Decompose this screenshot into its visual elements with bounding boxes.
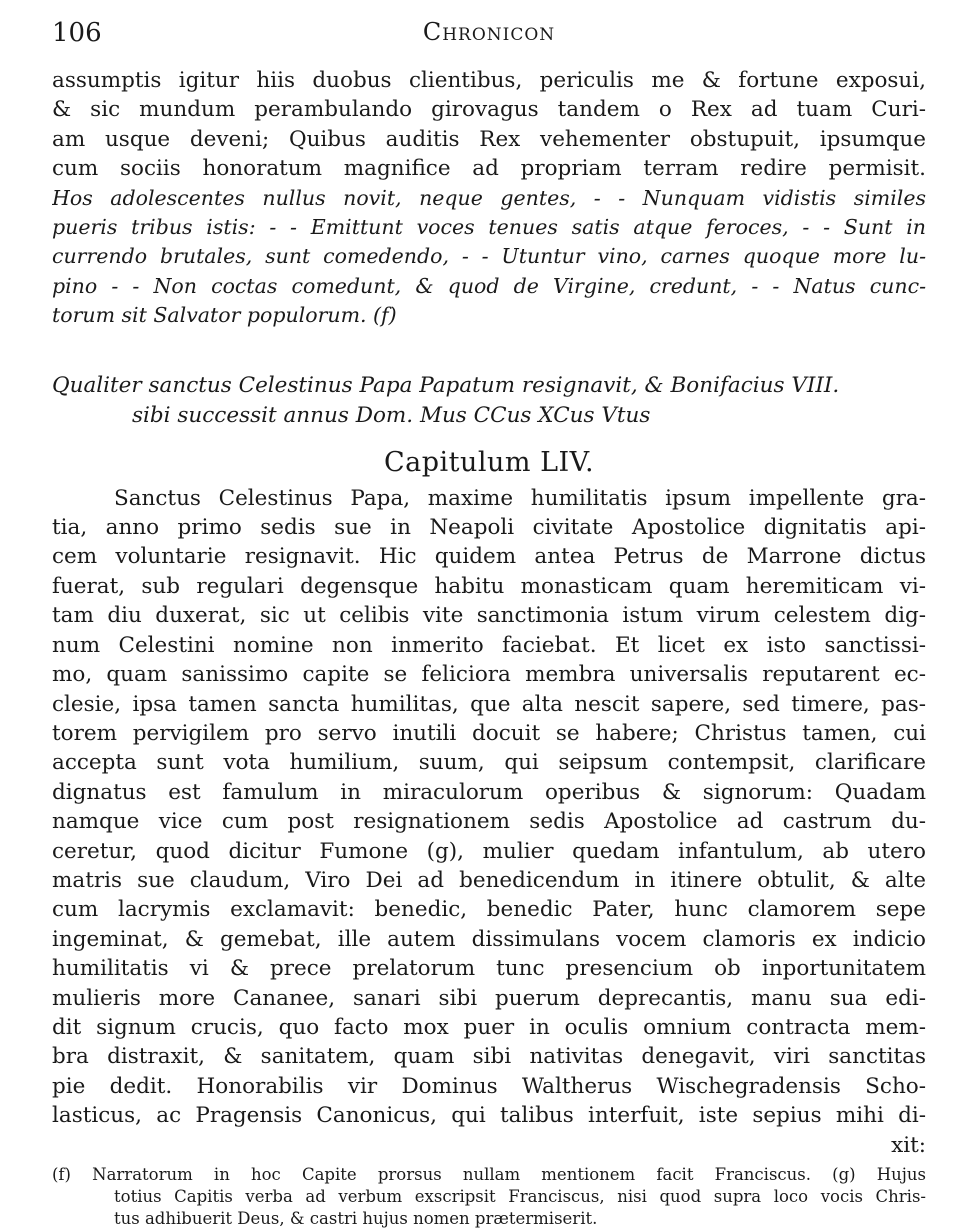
body-line: xit: xyxy=(891,1132,926,1158)
body-line: pie dedit. Honorabilis vir Dominus Waltherus Wischegradensis Scho- xyxy=(52,1073,926,1099)
opening-paragraph xyxy=(52,66,926,184)
page-number: 106 xyxy=(52,18,102,48)
running-head: Chronicon xyxy=(422,18,556,46)
body-line: namque vice cum post resignationem sedis Apostolice ad castrum du- xyxy=(52,809,926,835)
chapter-heading xyxy=(52,371,926,431)
body-line: accepta sunt vota humilium, suum, qui seipsum contempsit, clarificare xyxy=(52,750,926,776)
text-line: cum sociis honoratum magnifice ad propriam terram redire permisit. xyxy=(52,156,926,182)
body-line: matris sue claudum, Viro Dei ad benedicendum in itinere obtulit, & alte xyxy=(52,867,926,893)
verse-passage xyxy=(52,184,926,331)
text-line: assumptis igitur hiis duobus clientibus, periculis me & fortune exposui, xyxy=(52,68,926,93)
verse-line: pueris tribus istis: - - Emittunt voces tenues satis atque feroces, - - Sunt in xyxy=(52,215,926,240)
chapter-title: Capitulum LIV. xyxy=(383,446,595,478)
body-line: ceretur, quod dicitur Fumone (g), mulier quedam infantulum, ab utero xyxy=(52,838,926,864)
chapter-heading-line: sibi successit annus Dom. Mus CCus XCus Vtus xyxy=(132,402,651,428)
verse-line: currendo brutales, sunt comedendo, - - Utuntur vino, carnes quoque more lu- xyxy=(52,244,926,269)
body-line: torem pervigilem pro servo inutili docuit se habere; Christus tamen, cui xyxy=(52,720,926,746)
verse-line: torum sit Salvator populorum. (f) xyxy=(52,303,397,328)
footnote-line: tus adhibuerit Deus, & castri hujus nomen prætermiserit. xyxy=(114,1209,598,1228)
footnote-line: totius Capitis verba ad verbum exscripsit Franciscus, nisi quod supra loco vocis Chris- xyxy=(114,1187,926,1206)
verse-line: pino - - Non coctas comedunt, & quod de Virgine, credunt, - - Natus cunc- xyxy=(52,273,926,298)
footnotes xyxy=(52,1164,926,1230)
body-line: cum lacrymis exclamavit: benedic, benedic Pater, hunc clamorem sepe xyxy=(52,897,926,923)
body-line: mo, quam sanissimo capite se feliciora membra universalis reputarent ec- xyxy=(52,662,926,688)
body-line: num Celestini nomine non inmerito faciebat. Et licet ex isto sanctissi- xyxy=(52,632,926,658)
body-line: tia, anno primo sedis sue in Neapoli civitate Apostolice dignitatis api- xyxy=(52,515,926,541)
text-line: & sic mundum perambulando girovagus tandem o Rex ad tuam Curi- xyxy=(52,97,926,123)
page-header xyxy=(52,18,926,66)
body-line: tam diu duxerat, sic ut celibis vite sanctimonia istum virum celestem dig- xyxy=(52,603,926,629)
text-line: am usque deveni; Quibus auditis Rex vehementer obstupuit, ipsumque xyxy=(52,126,926,152)
body-line: clesie, ipsa tamen sancta humilitas, que alta nescit sapere, sed timere, pas- xyxy=(52,691,926,717)
body-line: fuerat, sub regulari degensque habitu monasticam quam heremiticam vi- xyxy=(52,573,926,599)
chapter-heading-line: Qualiter sanctus Celestinus Papa Papatum resignavit, & Bonifacius VIII. xyxy=(52,372,840,398)
body-line: cem voluntarie resignavit. Hic quidem antea Petrus de Marrone dictus xyxy=(52,544,926,570)
body-line: dit signum crucis, quo facto mox puer in oculis omnium contracta mem- xyxy=(52,1014,926,1040)
footnote-line: (f) Narratorum in hoc Capite prorsus nullam mentionem facit Franciscus. (g) Hujus xyxy=(52,1165,926,1184)
body-line: Sanctus Celestinus Papa, maxime humilitatis ipsum impellente gra- xyxy=(114,485,926,511)
verse-line: Hos adolescentes nullus novit, neque gentes, - - Nunquam vidistis similes xyxy=(52,185,926,210)
body-line: dignatus est famulum in miraculorum operibus & signorum: Quadam xyxy=(52,779,926,805)
body-line: lasticus, ac Pragensis Canonicus, qui talibus interfuit, iste sepius mihi di- xyxy=(52,1103,926,1129)
body-line: bra distraxit, & sanitatem, quam sibi nativitas denegavit, viri sanctitas xyxy=(52,1044,926,1070)
body-line: ingeminat, & gemebat, ille autem dissimulans vocem clamoris ex indicio xyxy=(52,926,926,952)
chapter-body xyxy=(52,484,926,1160)
body-line: humilitatis vi & prece prelatorum tunc presencium ob inportunitatem xyxy=(52,956,926,982)
body-line: mulieris more Cananee, sanari sibi puerum deprecantis, manu sua edi- xyxy=(52,985,926,1011)
